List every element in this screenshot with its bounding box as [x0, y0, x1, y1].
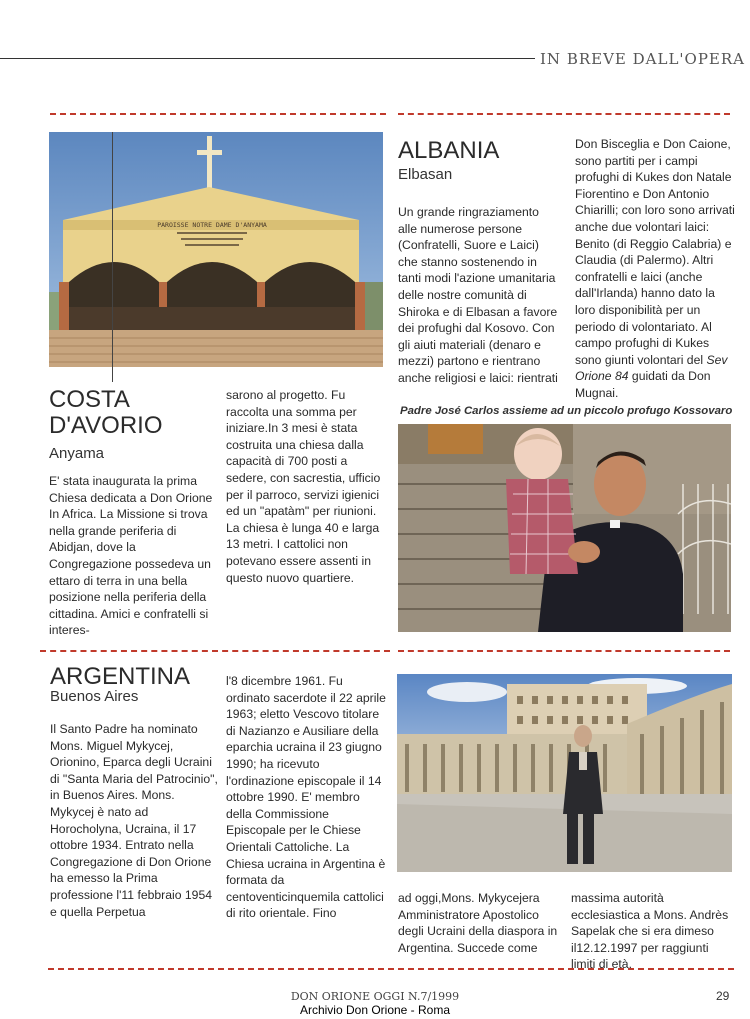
st-peters-square-photo	[397, 674, 732, 872]
argentina-title: ARGENTINA	[50, 663, 191, 690]
argentina-col2: l'8 dicembre 1961. Fu ordinato sacerdote il 22 aprile 1963; eletto Vescovo titolare di Nazianzo e Ausiliare della eparchia ucraina il 23 giugno 1990; ha ricevuto l'ordinazione episcopale il 14 ottobre 1990. E' membro della Commissione Episcopale per le Chiese Orientali Cattoliche. La Chiesa ucraina in Argentina è formata da centoventicinquemila cattolici di rito orientale. Fino	[226, 674, 386, 921]
argentina-col3: ad oggi,Mons. Mykycejera Amministratore Apostolico degli Ucraini della diaspora in Argentina. Succede come	[398, 891, 558, 955]
albania-title: ALBANIA	[398, 137, 500, 164]
church-photo	[49, 132, 383, 367]
argentina-place: Buenos Aires	[50, 688, 139, 705]
divider-middle-right	[398, 650, 730, 652]
costa-heading	[49, 387, 219, 462]
albania-caption: Padre José Carlos assieme ad un piccolo profugo Kossovaro	[400, 405, 733, 417]
priest-child-photo	[398, 424, 731, 632]
divider-top-right	[398, 113, 730, 115]
albania-place: Elbasan	[398, 166, 453, 183]
section-label: IN BREVE DALL'OPERA	[540, 50, 746, 68]
costa-title-1: COSTA	[49, 386, 130, 413]
albania-col2-italic: Sev Orione 84	[575, 352, 728, 384]
albania-heading	[398, 138, 568, 183]
albania-col2-a: Don Bisceglia e Don Caione, sono partiti per i campi profughi di Kukes don Natale Fiorentino e Don Antonio Chiarilli; con loro sono arrivati anche due volontari laici: Benito (di Reggio Calabria) e Claudia (di Palermo). Altri confratelli e laici (anche dall'Irlanda) hanno dato la loro disponibilità per un periodo di volontariato. Al campo profughi di Kukes sono giunti volontari del	[575, 137, 735, 367]
publication-footer: DON ORIONE OGGI N.7/1999	[290, 990, 460, 1003]
costa-col2: sarono al progetto. Fu raccolta una somma per iniziare.In 3 mesi è stata costruita una chiesa dalla capacità di 700 posti a sedere, con sacrestia, ufficio per il parroco, servizi igienici ed un "apatàm" per riunioni. La chiesa è lunga 40 e larga 13 metri. I cattolici non potevano essere assenti in questo nuovo quartiere.	[226, 388, 381, 585]
page-number: 29	[716, 989, 730, 1003]
costa-col1: E' stata inaugurata la prima Chiesa dedicata a Don Orione In Africa. La Missione si trova nella grande periferia di Abidjan, dove la Congregazione possedeva un ettaro di terra in una bella posizione nella periferia della cittadina. Amici e confratelli si interes-	[49, 474, 213, 638]
argentina-col1: Il Santo Padre ha nominato Mons. Miguel Mykycej, Orionino, Eparca degli Ucraini di "Santa Maria del Patrocinio", in Buenos Aires. Mons. Mykycej è nato ad Horocholyna, Ucraina, il 17 ottobre 1934. Entrato nella Congregazione di Don Orione ha emesso la Prima professione l'11 febbraio 1954 e quella Perpetua	[50, 722, 218, 919]
divider-top-left	[50, 113, 386, 115]
albania-col1: Un grande ringraziamento alle numerose persone (Confratelli, Suore e Laici) che stanno sostenendo in tanti modi l'azione umanitaria delle nostre comunità di Shiroka e di Elbasan a favore dei profughi dal Kosovo. Con gli aiuti materiali (denaro e mezzi) partono e rientrano anche religiosi e laici: rientrati	[398, 205, 558, 385]
costa-title-2: D'AVORIO	[49, 412, 163, 439]
albania-col2-b: guidati da Don Mugnai.	[575, 369, 711, 400]
header-rule	[0, 58, 535, 59]
albania-col2	[575, 136, 735, 402]
fold-line	[112, 132, 113, 382]
argentina-col4: massima autorità ecclesiastica a Mons. Andrès Sapelak che si era dimeso il12.12.1997 per raggiunti limiti di età.	[571, 891, 729, 972]
argentina-heading	[50, 664, 220, 705]
archive-credit: Archivio Don Orione - Roma	[299, 1003, 451, 1017]
divider-middle-left	[40, 650, 390, 652]
costa-place: Anyama	[49, 445, 105, 462]
church-sign: PAROISSE NOTRE DAME D'ANYAMA	[157, 221, 267, 229]
